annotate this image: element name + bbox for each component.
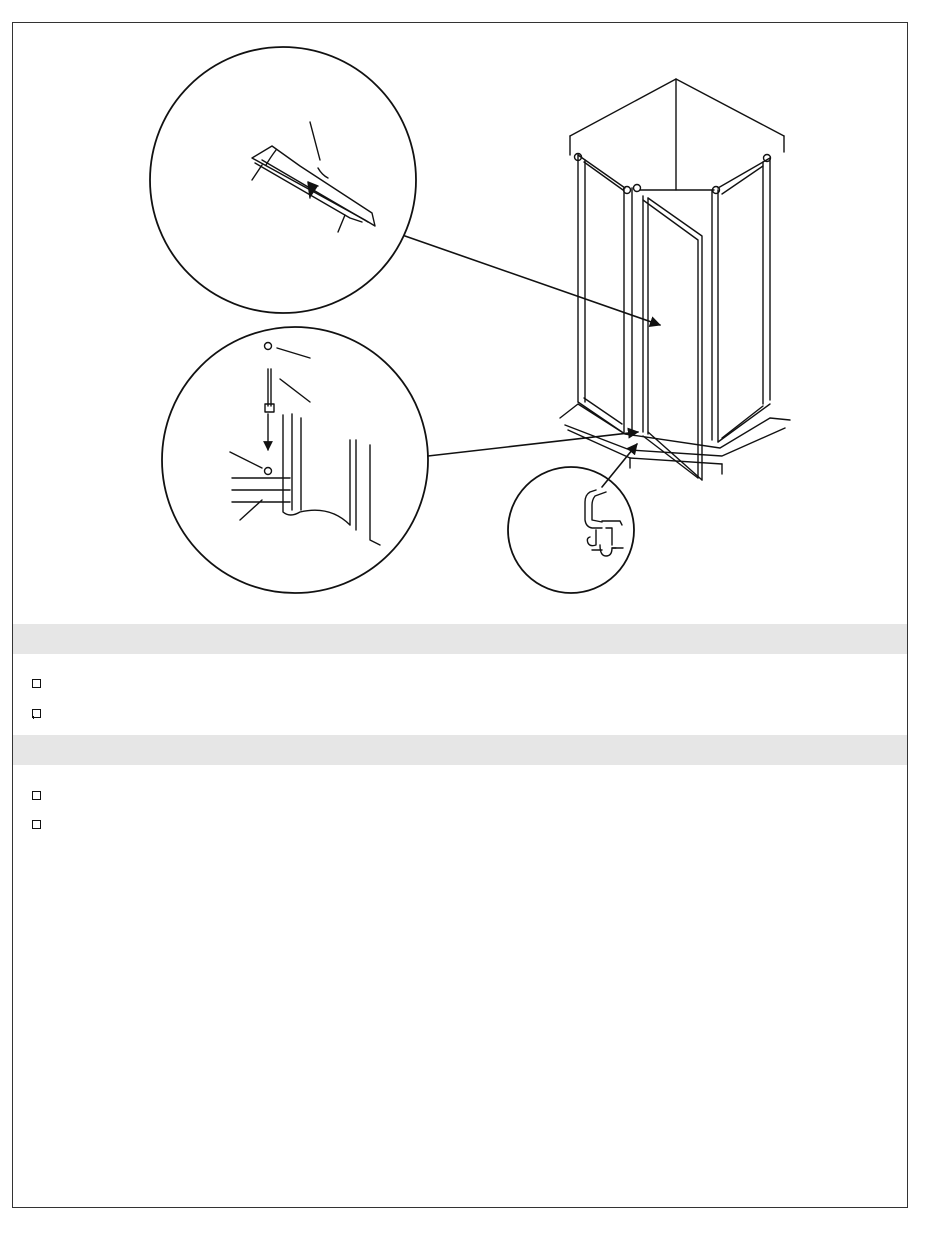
checkbox[interactable] <box>32 820 41 829</box>
drip-rail-detail-icon <box>150 47 416 313</box>
checklist-item[interactable] <box>32 817 892 833</box>
seal-profile-detail-icon <box>508 467 634 593</box>
checkbox[interactable] <box>32 679 41 688</box>
checkbox[interactable] <box>32 709 41 718</box>
leader-arrows <box>405 236 660 487</box>
section-header-2 <box>13 735 907 765</box>
checklist-item[interactable] <box>32 676 892 692</box>
shower-enclosure-icon <box>560 79 790 480</box>
pivot-pin-detail-icon <box>162 327 428 593</box>
checklist-item[interactable] <box>32 788 892 804</box>
section-header-1 <box>13 624 907 654</box>
checklist-item[interactable] <box>32 706 892 722</box>
checkbox[interactable] <box>32 791 41 800</box>
